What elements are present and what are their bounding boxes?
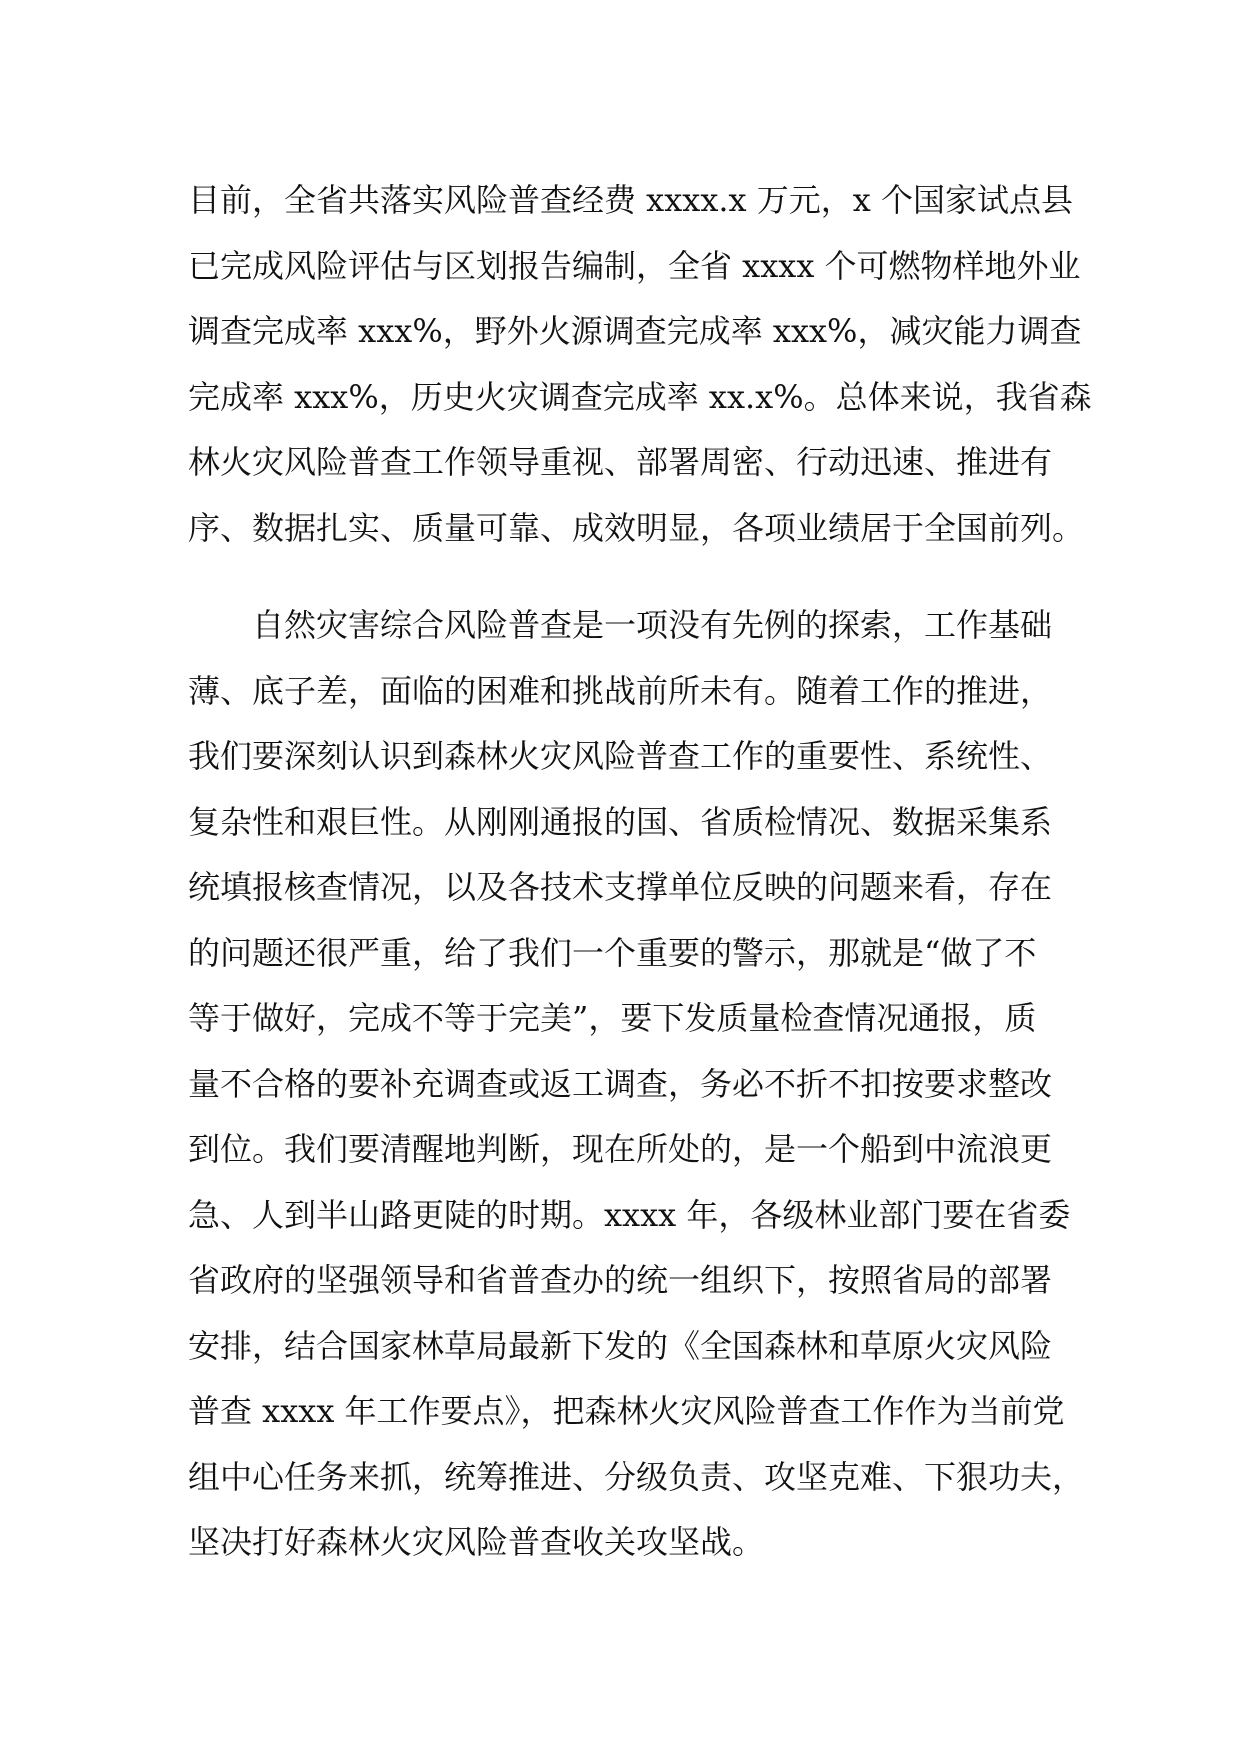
text-line: 我们要深刻认识到森林火灾风险普查工作的重要性、系统性、 — [188, 737, 1053, 775]
text-line: 复杂性和艰巨性。从刚刚通报的国、省质检情况、数据采集系 — [188, 802, 1053, 841]
text-line: 统填报核查情况，以及各技术支撑单位反映的问题来看，存在 — [188, 868, 1053, 906]
paragraph-1 — [188, 168, 1092, 561]
text-line: 普查 xxxx 年工作要点》，把森林火灾风险普查工作作为当前党 — [188, 1392, 1065, 1430]
text-line: 坚决打好森林火灾风险普查收关攻坚战。 — [188, 1523, 765, 1561]
text-line: 安排，结合国家林草局最新下发的《全国森林和草原火灾风险 — [188, 1326, 1053, 1365]
text-line: 的问题还很严重，给了我们一个重要的警示，那就是“做了不 — [188, 933, 1037, 972]
text-line: 到位。我们要清醒地判断，现在所处的，是一个船到中流浪更 — [188, 1130, 1053, 1168]
text-line: 林火灾风险普查工作领导重视、部署周密、行动迅速、推进有 — [188, 443, 1053, 481]
document-body — [188, 168, 1092, 1576]
text-line: 完成率 xxx%，历史火灾调查完成率 xx.x%。总体来说，我省森 — [188, 377, 1092, 416]
text-line: 省政府的坚强领导和省普查办的统一组织下，按照省局的部署 — [188, 1261, 1053, 1299]
text-line: 调查完成率 xxx%，野外火源调查完成率 xxx%，减灾能力调查 — [188, 312, 1082, 350]
text-line: 目前，全省共落实风险普查经费 xxxx.x 万元，x 个国家试点县 — [188, 181, 1073, 219]
text-line: 薄、底子差，面临的困难和挑战前所未有。随着工作的推进， — [188, 671, 1053, 710]
text-line: 等于做好，完成不等于完美”，要下发质量检查情况通报，质 — [188, 999, 1037, 1037]
text-line: 量不合格的要补充调查或返工调查，务必不折不扣按要求整改 — [188, 1064, 1053, 1103]
text-line: 组中心任务来抓，统筹推进、分级负责、攻坚克难、下狠功夫， — [188, 1457, 1085, 1496]
text-line: 已完成风险评估与区划报告编制，全省 xxxx 个可燃物样地外业 — [188, 246, 1081, 285]
text-line: 急、人到半山路更陡的时期。xxxx 年，各级林业部门要在省委 — [188, 1195, 1071, 1234]
paragraph-2 — [188, 593, 1088, 1576]
text-line: 自然灾害综合风险普查是一项没有先例的探索，工作基础 — [252, 606, 1053, 644]
text-line: 序、数据扎实、质量可靠、成效明显，各项业绩居于全国前列。 — [188, 508, 1085, 547]
